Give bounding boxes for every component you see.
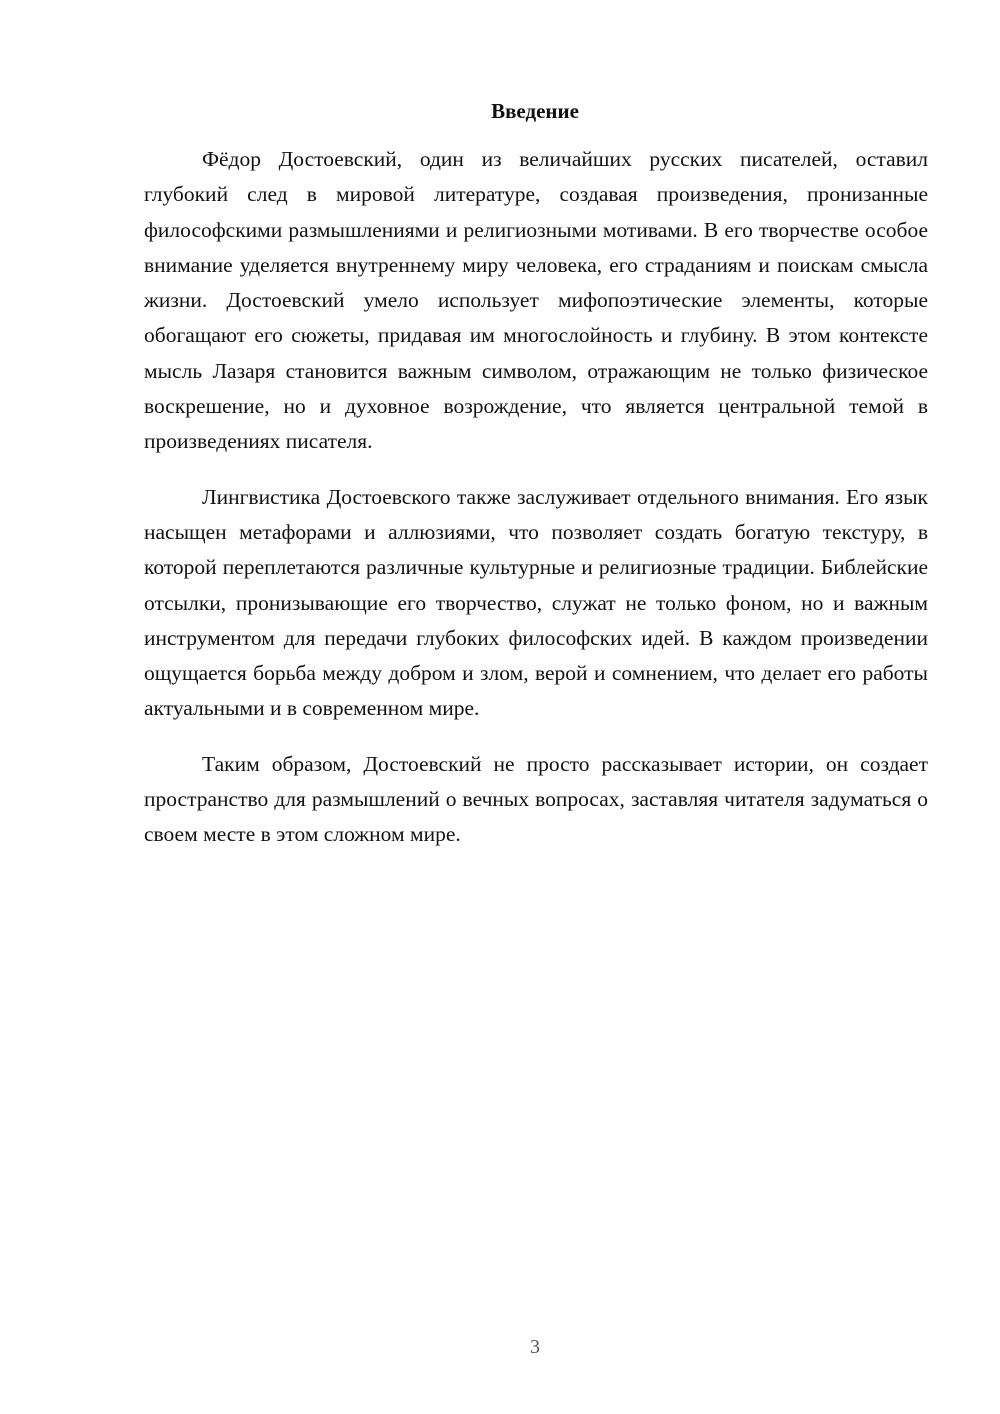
paragraph-3: Таким образом, Достоевский не просто рассказывает истории, он создает пространство для размышлений о вечных вопросах, заставляя читателя задуматься о своем месте в этом сложном мире. — [144, 751, 928, 847]
body-text — [144, 142, 928, 873]
paragraph-2: Лингвистика Достоевского также заслуживает отдельного внимания. Его язык насыщен метафорами и аллюзиями, что позволяет создать богатую текстуру, в которой переплетаются различные культурные и религиозные традиции. Библейские отсылки, пронизывающие его творчество, служат не только фоном, но и важным инструментом для передачи глубоких философских идей. В каждом произведении ощущается борьба между добром и злом, верой и сомнением, что делает его работы актуальными и в современном мире. — [144, 484, 928, 721]
paragraph-1: Фёдор Достоевский, один из величайших русских писателей, оставил глубокий след в мировой литературе, создавая произведения, пронизанные философскими размышлениями и религиозными мотивами. В его творчестве особое внимание уделяется внутреннему миру человека, его страданиям и поискам смысла жизни. Достоевский умело использует мифопоэтические элементы, которые обогащают его сюжеты, придавая им многослойность и глубину. В этом контексте мысль Лазаря становится важным символом, отражающим не только физическое воскрешение, но и духовное возрождение, что является центральной темой в произведениях писателя. — [144, 147, 928, 454]
page-number: 3 — [530, 1336, 540, 1358]
section-heading: Введение — [491, 99, 579, 123]
